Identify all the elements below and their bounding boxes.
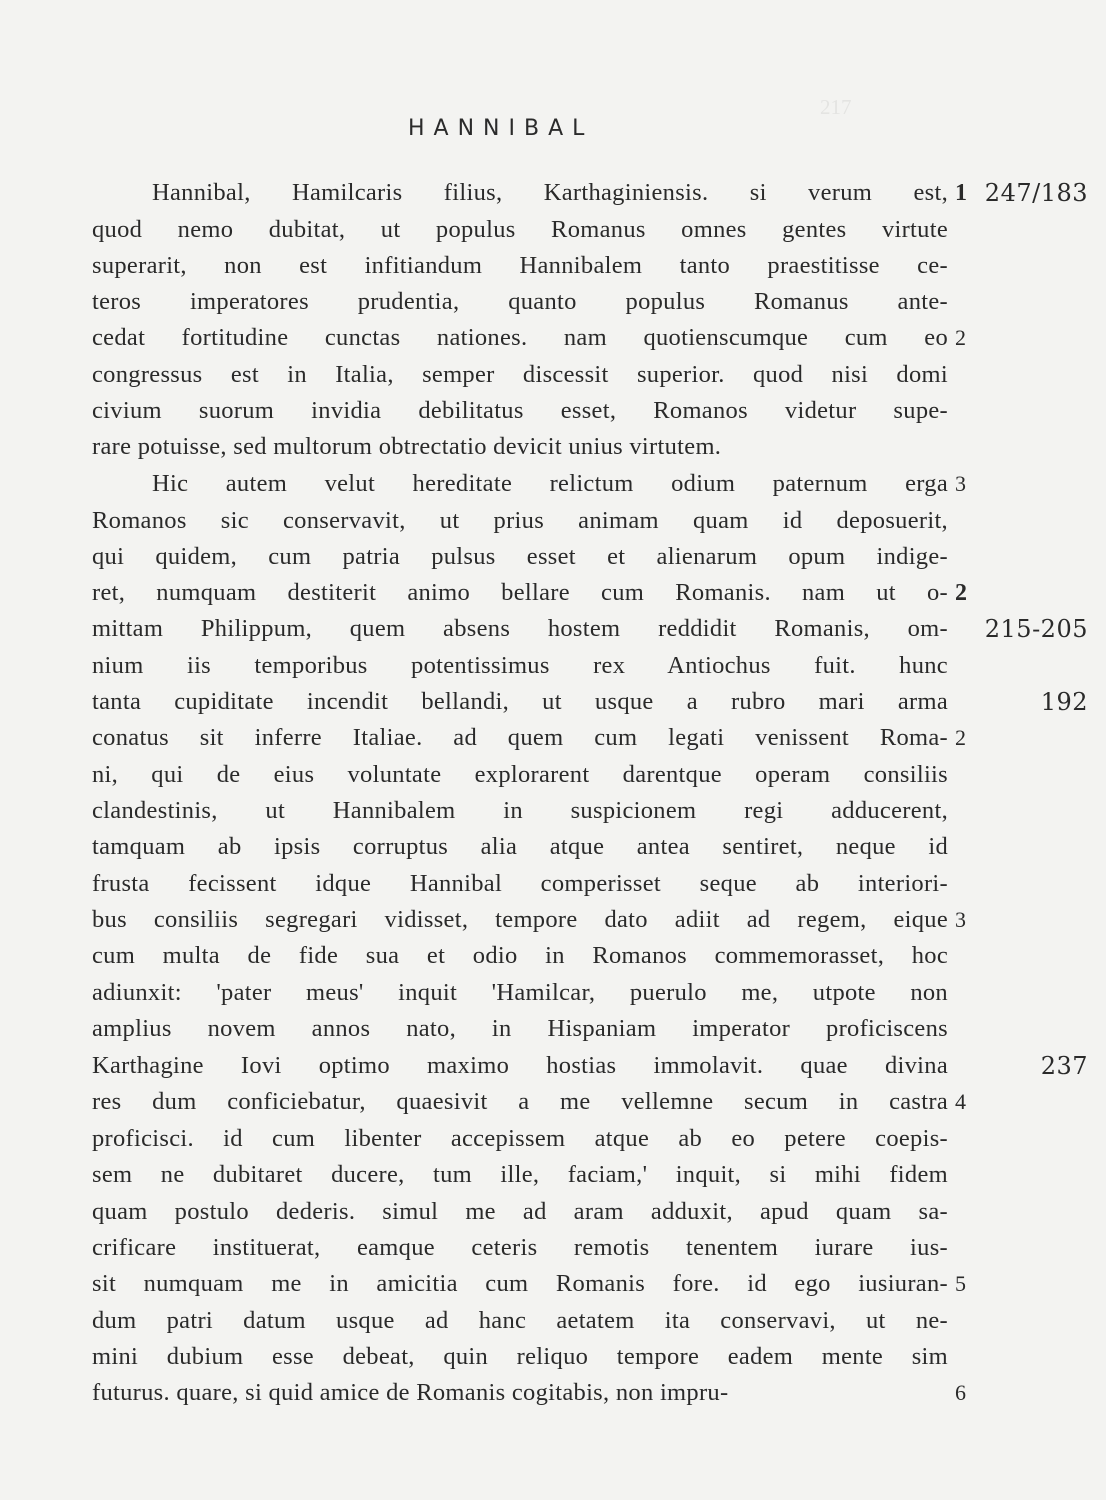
text-line: Hannibal, Hamilcaris filius, Karthaginiensis. si verum est,: [152, 179, 948, 206]
text-line: ret, numquam destiterit animo bellare cum Romanis. nam ut o-: [92, 579, 948, 606]
text-line: frusta fecissent idque Hannibal comperisset seque ab interiori-: [92, 870, 948, 897]
text-line: dum patri datum usque ad hanc aetatem ita conservavi, ut ne-: [92, 1307, 948, 1334]
text-line: crificare instituerat, eamque ceteris remotis tenentem iurare ius-: [92, 1234, 948, 1261]
text-line: qui quidem, cum patria pulsus esset et alienarum opum indige-: [92, 543, 948, 570]
text-line: futurus. quare, si quid amice de Romanis cogitabis, non impru-: [92, 1379, 729, 1406]
text-line: adiunxit: 'pater meus' inquit 'Hamilcar, puerulo me, utpote non: [92, 979, 948, 1006]
text-line: clandestinis, ut Hannibalem in suspicionem regi adducerent,: [92, 797, 948, 824]
text-line: tamquam ab ipsis corruptus alia atque antea sentiret, neque id: [92, 833, 948, 860]
section-number: 2: [955, 325, 966, 350]
section-number: 3: [955, 907, 966, 932]
text-line: teros imperatores prudentia, quanto populus Romanus ante-: [92, 288, 948, 315]
margin-date: 237: [1040, 1052, 1088, 1080]
section-number: 2: [955, 725, 966, 750]
text-line: res dum conficiebatur, quaesivit a me vellemne secum in castra: [92, 1088, 948, 1115]
text-line: sit numquam me in amicitia cum Romanis fore. id ego iusiuran-: [92, 1270, 948, 1297]
text-line: mittam Philippum, quem absens hostem reddidit Romanis, om-: [92, 615, 948, 642]
text-line: congressus est in Italia, semper discessit superior. quod nisi domi: [92, 361, 948, 388]
page-title: HANNIBAL: [408, 116, 594, 141]
text-line: Romanos sic conservavit, ut prius animam quam id deposuerit,: [92, 507, 948, 534]
text-line: civium suorum invidia debilitatus esset, Romanos videtur supe-: [92, 397, 948, 424]
section-number: 4: [955, 1089, 966, 1114]
text-line: conatus sit inferre Italiae. ad quem cum legati venissent Roma-: [92, 724, 948, 751]
text-line: amplius novem annos nato, in Hispaniam imperator proficiscens: [92, 1015, 948, 1042]
bleed-through-text: 217: [820, 95, 852, 119]
text-line: cum multa de fide sua et odio in Romanos commemorasset, hoc: [92, 942, 948, 969]
text-line: cedat fortitudine cunctas nationes. nam quotienscumque cum eo: [92, 324, 948, 351]
text-line: sem ne dubitaret ducere, tum ille, faciam,' inquit, si mihi fidem: [92, 1161, 948, 1188]
section-number: 3: [955, 471, 966, 496]
text-line: bus consiliis segregari vidisset, tempore dato adiit ad regem, eique: [92, 906, 948, 933]
margin-date: 247/183: [984, 179, 1088, 207]
text-line: nium iis temporibus potentissimus rex Antiochus fuit. hunc: [92, 652, 948, 679]
text-line: Hic autem velut hereditate relictum odium paternum erga: [152, 470, 948, 497]
section-number: 1: [955, 180, 967, 206]
section-number: 2: [955, 580, 967, 606]
text-line: proficisci. id cum libenter accepissem atque ab eo petere coepis-: [92, 1125, 948, 1152]
text-line: mini dubium esse debeat, quin reliquo tempore eadem mente sim: [92, 1343, 948, 1370]
text-line: quam postulo dederis. simul me ad aram adduxit, apud quam sa-: [92, 1198, 948, 1225]
margin-date: 215-205: [984, 615, 1088, 643]
text-line: superarit, non est infitiandum Hannibalem tanto praestitisse ce-: [92, 252, 948, 279]
text-line: Karthagine Iovi optimo maximo hostias immolavit. quae divina: [92, 1052, 948, 1079]
section-number: 6: [955, 1380, 966, 1405]
text-line: ni, qui de eius voluntate explorarent darentque operam consiliis: [92, 761, 948, 788]
text-line: tanta cupiditate incendit bellandi, ut usque a rubro mari arma: [92, 688, 948, 715]
text-line: quod nemo dubitat, ut populus Romanus omnes gentes virtute: [92, 216, 948, 243]
text-line: rare potuisse, sed multorum obtrectatio devicit unius virtutem.: [92, 433, 722, 460]
section-number: 5: [955, 1271, 966, 1296]
margin-date: 192: [1040, 688, 1088, 716]
